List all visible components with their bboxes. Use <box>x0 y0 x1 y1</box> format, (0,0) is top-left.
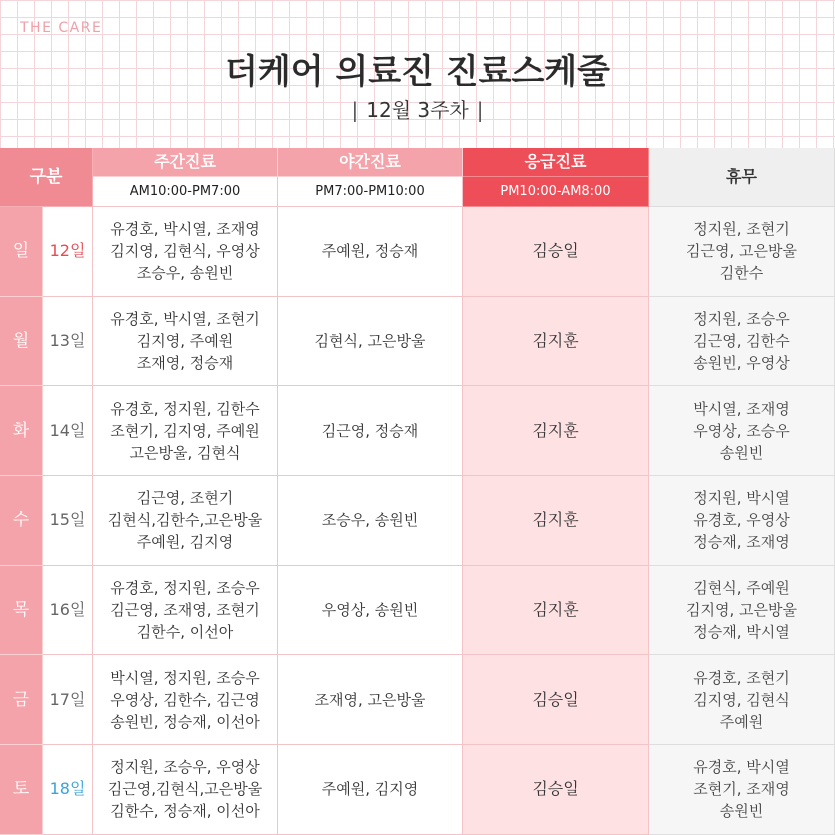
row-night-shift: 주예원, 김지영 <box>278 745 463 835</box>
header-gubun: 구분 <box>0 148 93 207</box>
row-weekday: 화 <box>0 386 43 476</box>
subtitle-text: 12월 3주차 <box>366 98 469 122</box>
row-date: 18일 <box>43 745 93 835</box>
row-off: 유경호, 조현기 김지영, 김현식 주예원 <box>649 655 835 745</box>
row-night-shift: 조승우, 송원빈 <box>278 476 463 566</box>
row-weekday: 월 <box>0 297 43 387</box>
header-day-time: AM10:00-PM7:00 <box>93 177 278 207</box>
row-off: 김현식, 주예원 김지영, 고은방울 정승재, 박시열 <box>649 566 835 656</box>
header-emergency: 응급진료 <box>463 148 649 177</box>
row-date: 12일 <box>43 207 93 297</box>
header-off: 휴무 <box>649 148 835 207</box>
row-night-shift: 주예원, 정승재 <box>278 207 463 297</box>
row-day-shift: 김근영, 조현기 김현식,김한수,고은방울 주예원, 김지영 <box>93 476 278 566</box>
header-day: 주간진료 <box>93 148 278 177</box>
row-weekday: 일 <box>0 207 43 297</box>
row-emergency-shift: 김지훈 <box>463 566 649 656</box>
row-date: 13일 <box>43 297 93 387</box>
row-emergency-shift: 김승일 <box>463 745 649 835</box>
row-weekday: 토 <box>0 745 43 835</box>
row-emergency-shift: 김승일 <box>463 207 649 297</box>
header-emergency-time: PM10:00-AM8:00 <box>463 177 649 207</box>
row-off: 정지원, 조현기 김근영, 고은방울 김한수 <box>649 207 835 297</box>
row-day-shift: 유경호, 박시열, 조재영 김지영, 김현식, 우영상 조승우, 송원빈 <box>93 207 278 297</box>
row-emergency-shift: 김지훈 <box>463 476 649 566</box>
row-night-shift: 김현식, 고은방울 <box>278 297 463 387</box>
schedule-table <box>0 148 835 835</box>
row-emergency-shift: 김지훈 <box>463 386 649 476</box>
header-night-time: PM7:00-PM10:00 <box>278 177 463 207</box>
subtitle-bar-right: | <box>476 98 484 122</box>
row-day-shift: 유경호, 정지원, 조승우 김근영, 조재영, 조현기 김한수, 이선아 <box>93 566 278 656</box>
row-night-shift: 김근영, 정승재 <box>278 386 463 476</box>
brand-logo-text: THE CARE <box>20 20 103 36</box>
page-subtitle <box>0 94 835 123</box>
row-day-shift: 정지원, 조승우, 우영상 김근영,김현식,고은방울 김한수, 정승재, 이선아 <box>93 745 278 835</box>
row-weekday: 금 <box>0 655 43 745</box>
row-date: 15일 <box>43 476 93 566</box>
row-emergency-shift: 김지훈 <box>463 297 649 387</box>
row-emergency-shift: 김승일 <box>463 655 649 745</box>
row-date: 16일 <box>43 566 93 656</box>
row-night-shift: 우영상, 송원빈 <box>278 566 463 656</box>
row-night-shift: 조재영, 고은방울 <box>278 655 463 745</box>
row-off: 정지원, 조승우 김근영, 김한수 송원빈, 우영상 <box>649 297 835 387</box>
header-night: 야간진료 <box>278 148 463 177</box>
subtitle-bar-left: | <box>351 98 359 122</box>
row-day-shift: 유경호, 박시열, 조현기 김지영, 주예원 조재영, 정승재 <box>93 297 278 387</box>
row-off: 박시열, 조재영 우영상, 조승우 송원빈 <box>649 386 835 476</box>
row-date: 14일 <box>43 386 93 476</box>
row-day-shift: 박시열, 정지원, 조승우 우영상, 김한수, 김근영 송원빈, 정승재, 이선아 <box>93 655 278 745</box>
row-day-shift: 유경호, 정지원, 김한수 조현기, 김지영, 주예원 고은방울, 김현식 <box>93 386 278 476</box>
row-date: 17일 <box>43 655 93 745</box>
row-off: 유경호, 박시열 조현기, 조재영 송원빈 <box>649 745 835 835</box>
row-off: 정지원, 박시열 유경호, 우영상 정승재, 조재영 <box>649 476 835 566</box>
page-title: 더케어 의료진 진료스케줄 <box>225 52 610 92</box>
row-weekday: 수 <box>0 476 43 566</box>
row-weekday: 목 <box>0 566 43 656</box>
